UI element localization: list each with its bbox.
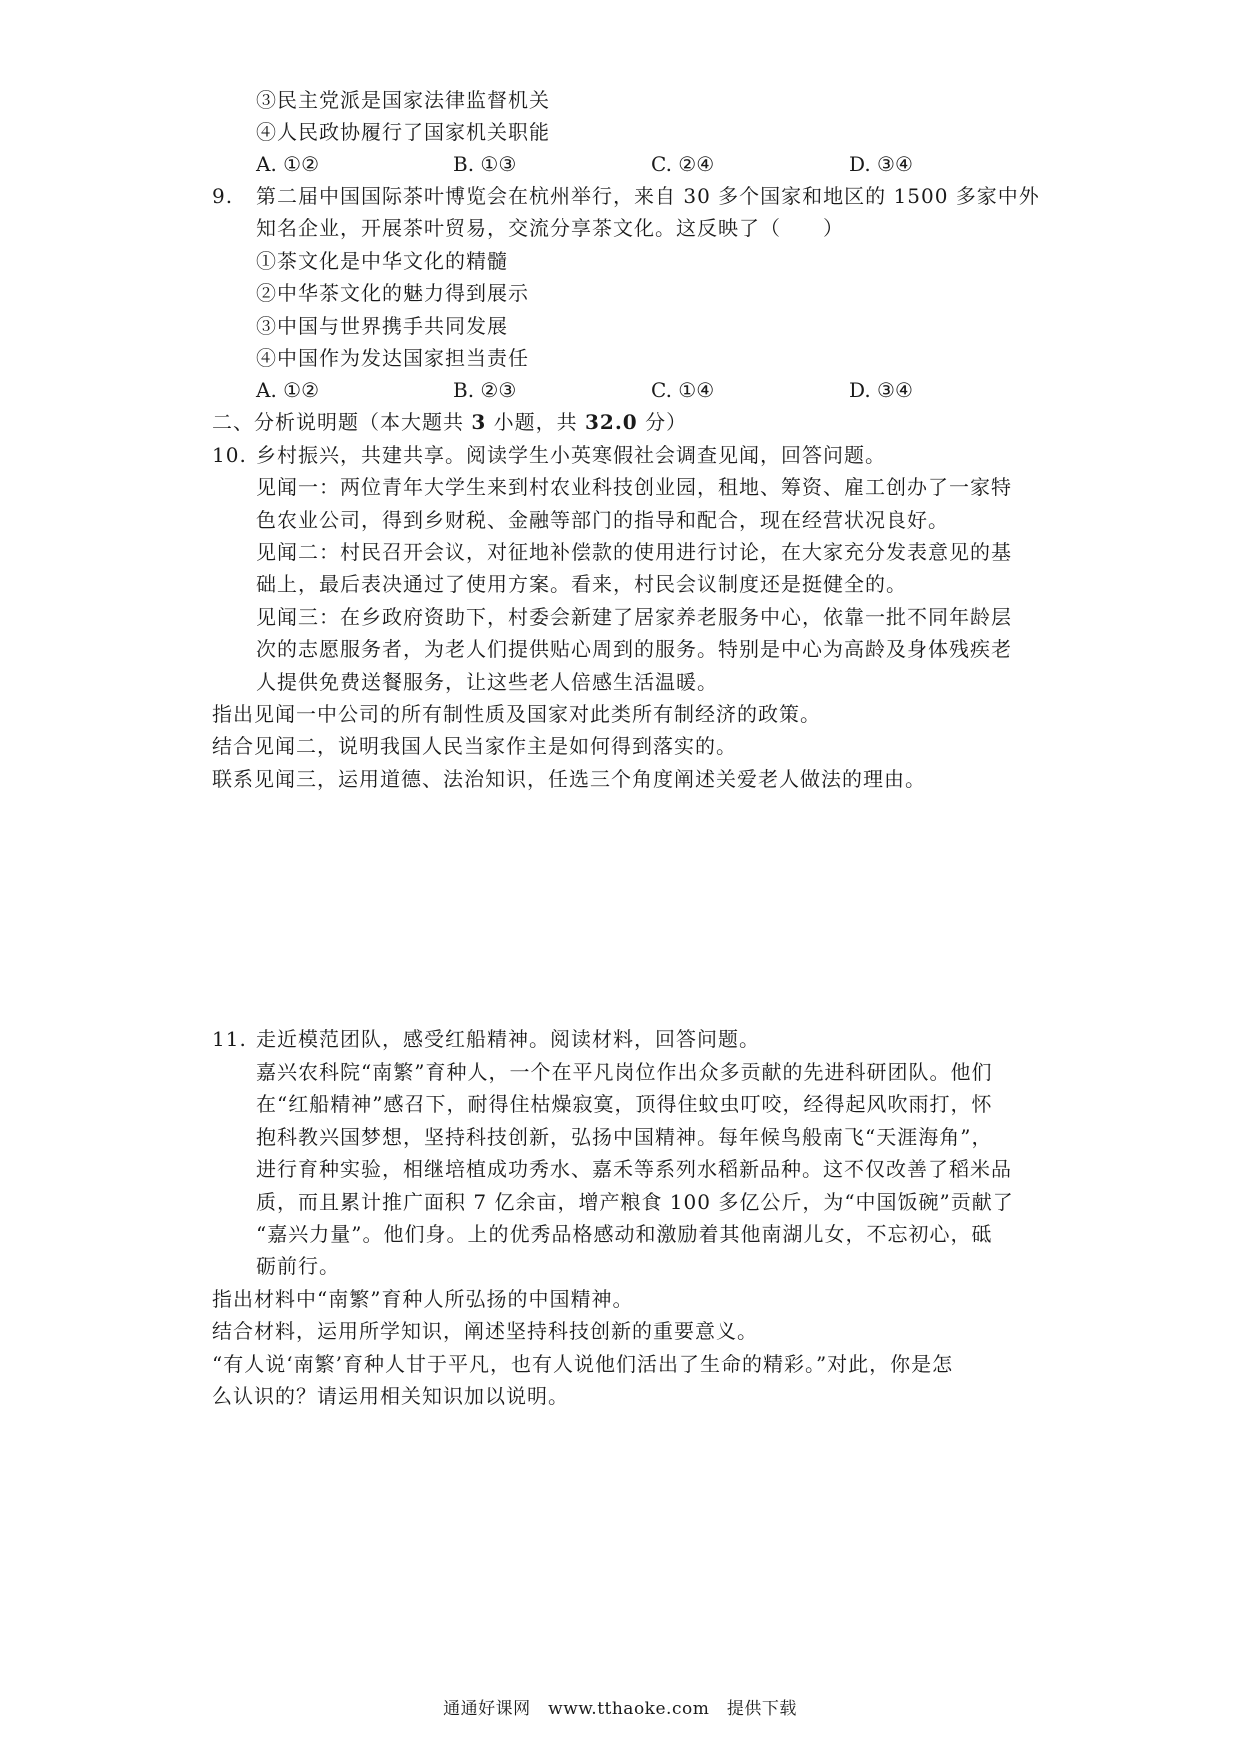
q9-item-1: ①茶文化是中华文化的精髓 [256,249,508,273]
q10-material-line: 见闻三：在乡政府资助下，村委会新建了居家养老服务中心，依靠一批不同年龄层 [256,605,1012,629]
q8-option-a: A. ①② [256,152,320,176]
q9-option-a: A. ①② [256,378,320,402]
section-2-count: 3 [471,410,487,434]
q10-material-line: 色农业公司，得到乡财税、金融等部门的指导和配合，现在经营状况良好。 [256,508,949,532]
q9-stem-line-1: 第二届中国国际茶叶博览会在杭州举行，来自 30 多个国家和地区的 1500 多家中外 [256,184,1040,208]
q10-material-line: 础上，最后表决通过了使用方案。看来，村民会议制度还是挺健全的。 [256,572,907,596]
section-2-middle: 小题，共 [486,410,585,434]
q8-option-c: C. ②④ [651,152,715,176]
section-2-prefix: 二、分析说明题（本大题共 [212,410,472,434]
q11-material-line: 砺前行。 [256,1254,340,1278]
q10-intro: 乡村振兴，共建共享。阅读学生小英寒假社会调查见闻，回答问题。 [256,443,886,467]
q8-option-b: B. ①③ [453,152,517,176]
q9-item-3: ③中国与世界携手共同发展 [256,314,508,338]
q11-material-line: 在“红船精神”感召下，耐得住枯燥寂寞，顶得住蚊虫叮咬，经得起风吹雨打，怀 [256,1092,993,1116]
q10-material-line: 次的志愿服务者，为老人们提供贴心周到的服务。特别是中心为高龄及身体残疾老 [256,637,1012,661]
q11-material-line: “嘉兴力量”。他们身。上的优秀品格感动和激励着其他南湖儿女，不忘初心，砥 [256,1222,993,1246]
q8-item-4: ④人民政协履行了国家机关职能 [256,120,550,144]
section-2-score: 32.0 [585,410,638,434]
q11-question-2: 结合材料，运用所学知识，阐述坚持科技创新的重要意义。 [212,1319,758,1343]
q8-option-d: D. ③④ [849,152,913,176]
q10-number: 10. [212,443,247,467]
q9-option-c: C. ①④ [651,378,715,402]
q10-material-line: 见闻二：村民召开会议，对征地补偿款的使用进行讨论，在大家充分发表意见的基 [256,540,1012,564]
q9-item-4: ④中国作为发达国家担当责任 [256,346,529,370]
q9-item-2: ②中华茶文化的魅力得到展示 [256,281,529,305]
q11-material-line: 嘉兴农科院“南繁”育种人，一个在平凡岗位作出众多贡献的先进科研团队。他们 [256,1060,993,1084]
q9-option-b: B. ②③ [453,378,517,402]
q11-question-3-line-2: 么认识的？请运用相关知识加以说明。 [212,1384,569,1408]
q10-question-2: 结合见闻二，说明我国人民当家作主是如何得到落实的。 [212,734,737,758]
q10-material-line: 人提供免费送餐服务，让这些老人倍感生活温暖。 [256,670,718,694]
section-2-heading [212,410,687,434]
q10-question-1: 指出见闻一中公司的所有制性质及国家对此类所有制经济的政策。 [212,702,821,726]
q10-material-line: 见闻一：两位青年大学生来到村农业科技创业园，租地、筹资、雇工创办了一家特 [256,475,1012,499]
q9-number: 9. [212,184,234,208]
q11-material-line: 抱科教兴国梦想，坚持科技创新，弘扬中国精神。每年候鸟般南飞“天涯海角”， [256,1125,993,1149]
page-footer: 通通好课网 www.tthaoke.com 提供下载 [443,1699,797,1719]
q11-number: 11. [212,1027,247,1051]
q9-stem-line-2: 知名企业，开展茶叶贸易，交流分享茶文化。这反映了（ ） [256,216,844,240]
q11-intro: 走近模范团队，感受红船精神。阅读材料，回答问题。 [256,1027,760,1051]
q8-item-3: ③民主党派是国家法律监督机关 [256,88,550,112]
q11-question-1: 指出材料中“南繁”育种人所弘扬的中国精神。 [212,1287,634,1311]
q9-option-d: D. ③④ [849,378,913,402]
q10-question-3: 联系见闻三，运用道德、法治知识，任选三个角度阐述关爱老人做法的理由。 [212,767,926,791]
section-2-suffix: 分） [637,410,688,434]
q11-question-3-line-1: “有人说‘南繁’育种人甘于平凡，也有人说他们活出了生命的精彩。”对此，你是怎 [212,1352,954,1376]
q11-material-line: 质，而且累计推广面积 7 亿余亩，增产粮食 100 多亿公斤，为“中国饭碗”贡献了 [256,1190,1014,1214]
q11-material-line: 进行育种实验，相继培植成功秀水、嘉禾等系列水稻新品种。这不仅改善了稻米品 [256,1157,1012,1181]
